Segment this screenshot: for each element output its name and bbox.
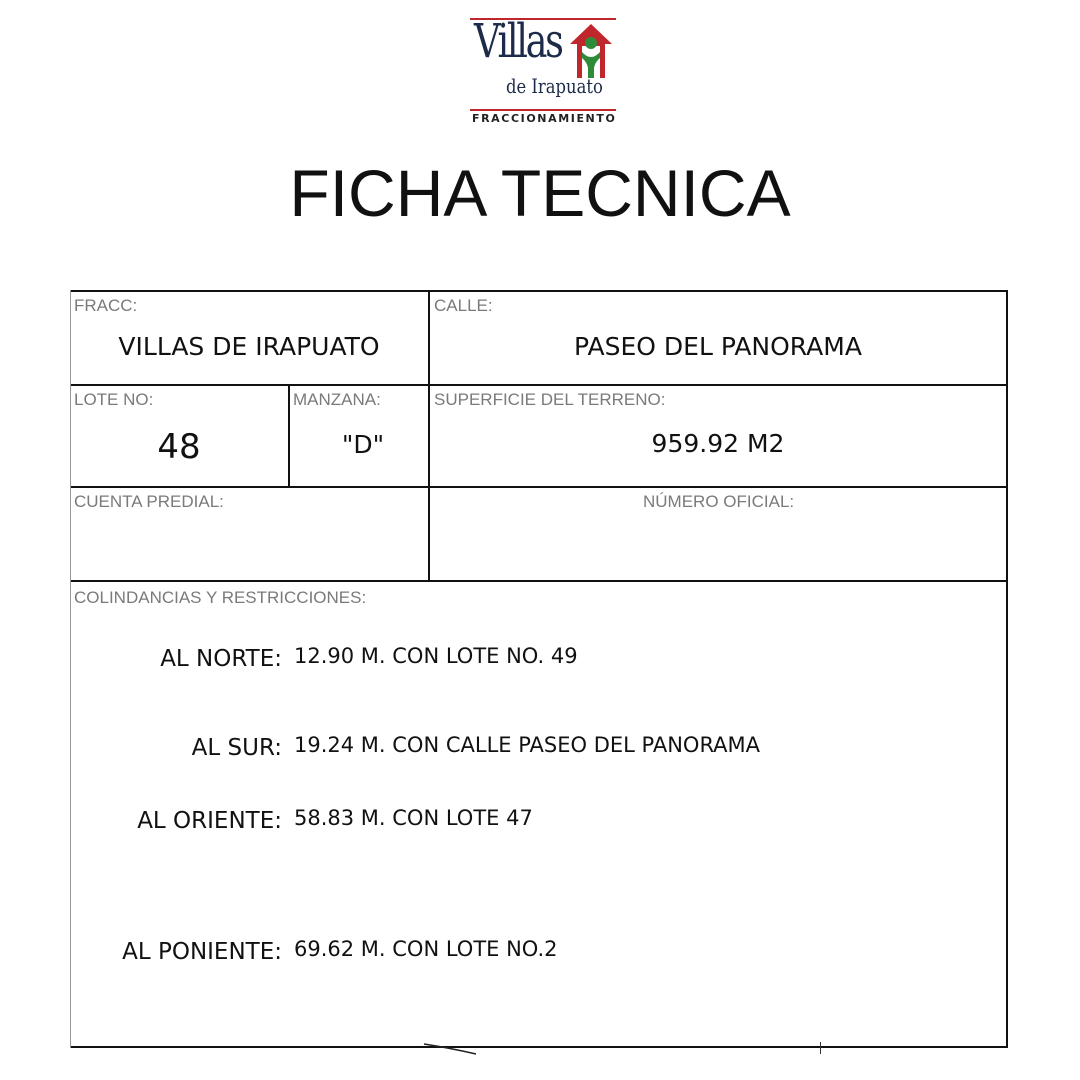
colindancia-description: 12.90 M. CON LOTE NO. 49: [294, 644, 578, 668]
colindancia-description: 19.24 M. CON CALLE PASEO DEL PANORAMA: [294, 733, 761, 757]
page-title: FICHA TECNICA: [289, 156, 791, 230]
superficie-value: 959.92 M2: [651, 429, 785, 458]
colindancia-direction: AL PONIENTE:: [122, 939, 282, 965]
manzana-label: MANZANA:: [293, 390, 381, 409]
table-right-border: [1006, 290, 1008, 1048]
colindancia-direction: AL SUR:: [191, 735, 282, 761]
house-person-icon: [568, 22, 614, 80]
brand-logo: [470, 16, 618, 126]
table-row-divider: [70, 384, 1008, 386]
calle-label: CALLE:: [434, 296, 493, 315]
table-row-divider: [70, 486, 1008, 488]
manzana-value: "D": [341, 430, 385, 459]
table-bottom-border: [70, 1046, 1008, 1048]
colindancias-label: COLINDANCIAS Y RESTRICCIONES:: [74, 588, 367, 607]
colindancia-direction: AL ORIENTE:: [137, 808, 282, 834]
stray-mark: [420, 1040, 480, 1056]
stray-mark: [820, 1042, 821, 1054]
colindancia-direction: AL NORTE:: [160, 646, 282, 672]
superficie-label: SUPERFICIE DEL TERRENO:: [434, 390, 666, 409]
fracc-label: FRACC:: [74, 296, 138, 315]
logo-bottom-rule: [470, 109, 616, 111]
numero-oficial-label: NÚMERO OFICIAL:: [643, 492, 795, 511]
logo-subtitle: de Irapuato: [506, 74, 603, 98]
logo-tagline: FRACCIONAMIENTO: [472, 112, 617, 125]
calle-value: PASEO DEL PANORAMA: [574, 332, 862, 361]
cuenta-predial-label: CUENTA PREDIAL:: [74, 492, 224, 511]
table-row-divider: [70, 580, 1008, 582]
table-top-border: [70, 290, 1008, 292]
colindancia-description: 58.83 M. CON LOTE 47: [294, 806, 533, 830]
logo-name: Villas: [474, 14, 562, 69]
lote-label: LOTE NO:: [74, 390, 154, 409]
colindancia-description: 69.62 M. CON LOTE NO.2: [294, 937, 558, 961]
fracc-value: VILLAS DE IRAPUATO: [118, 332, 380, 361]
lote-value: 48: [157, 427, 201, 467]
